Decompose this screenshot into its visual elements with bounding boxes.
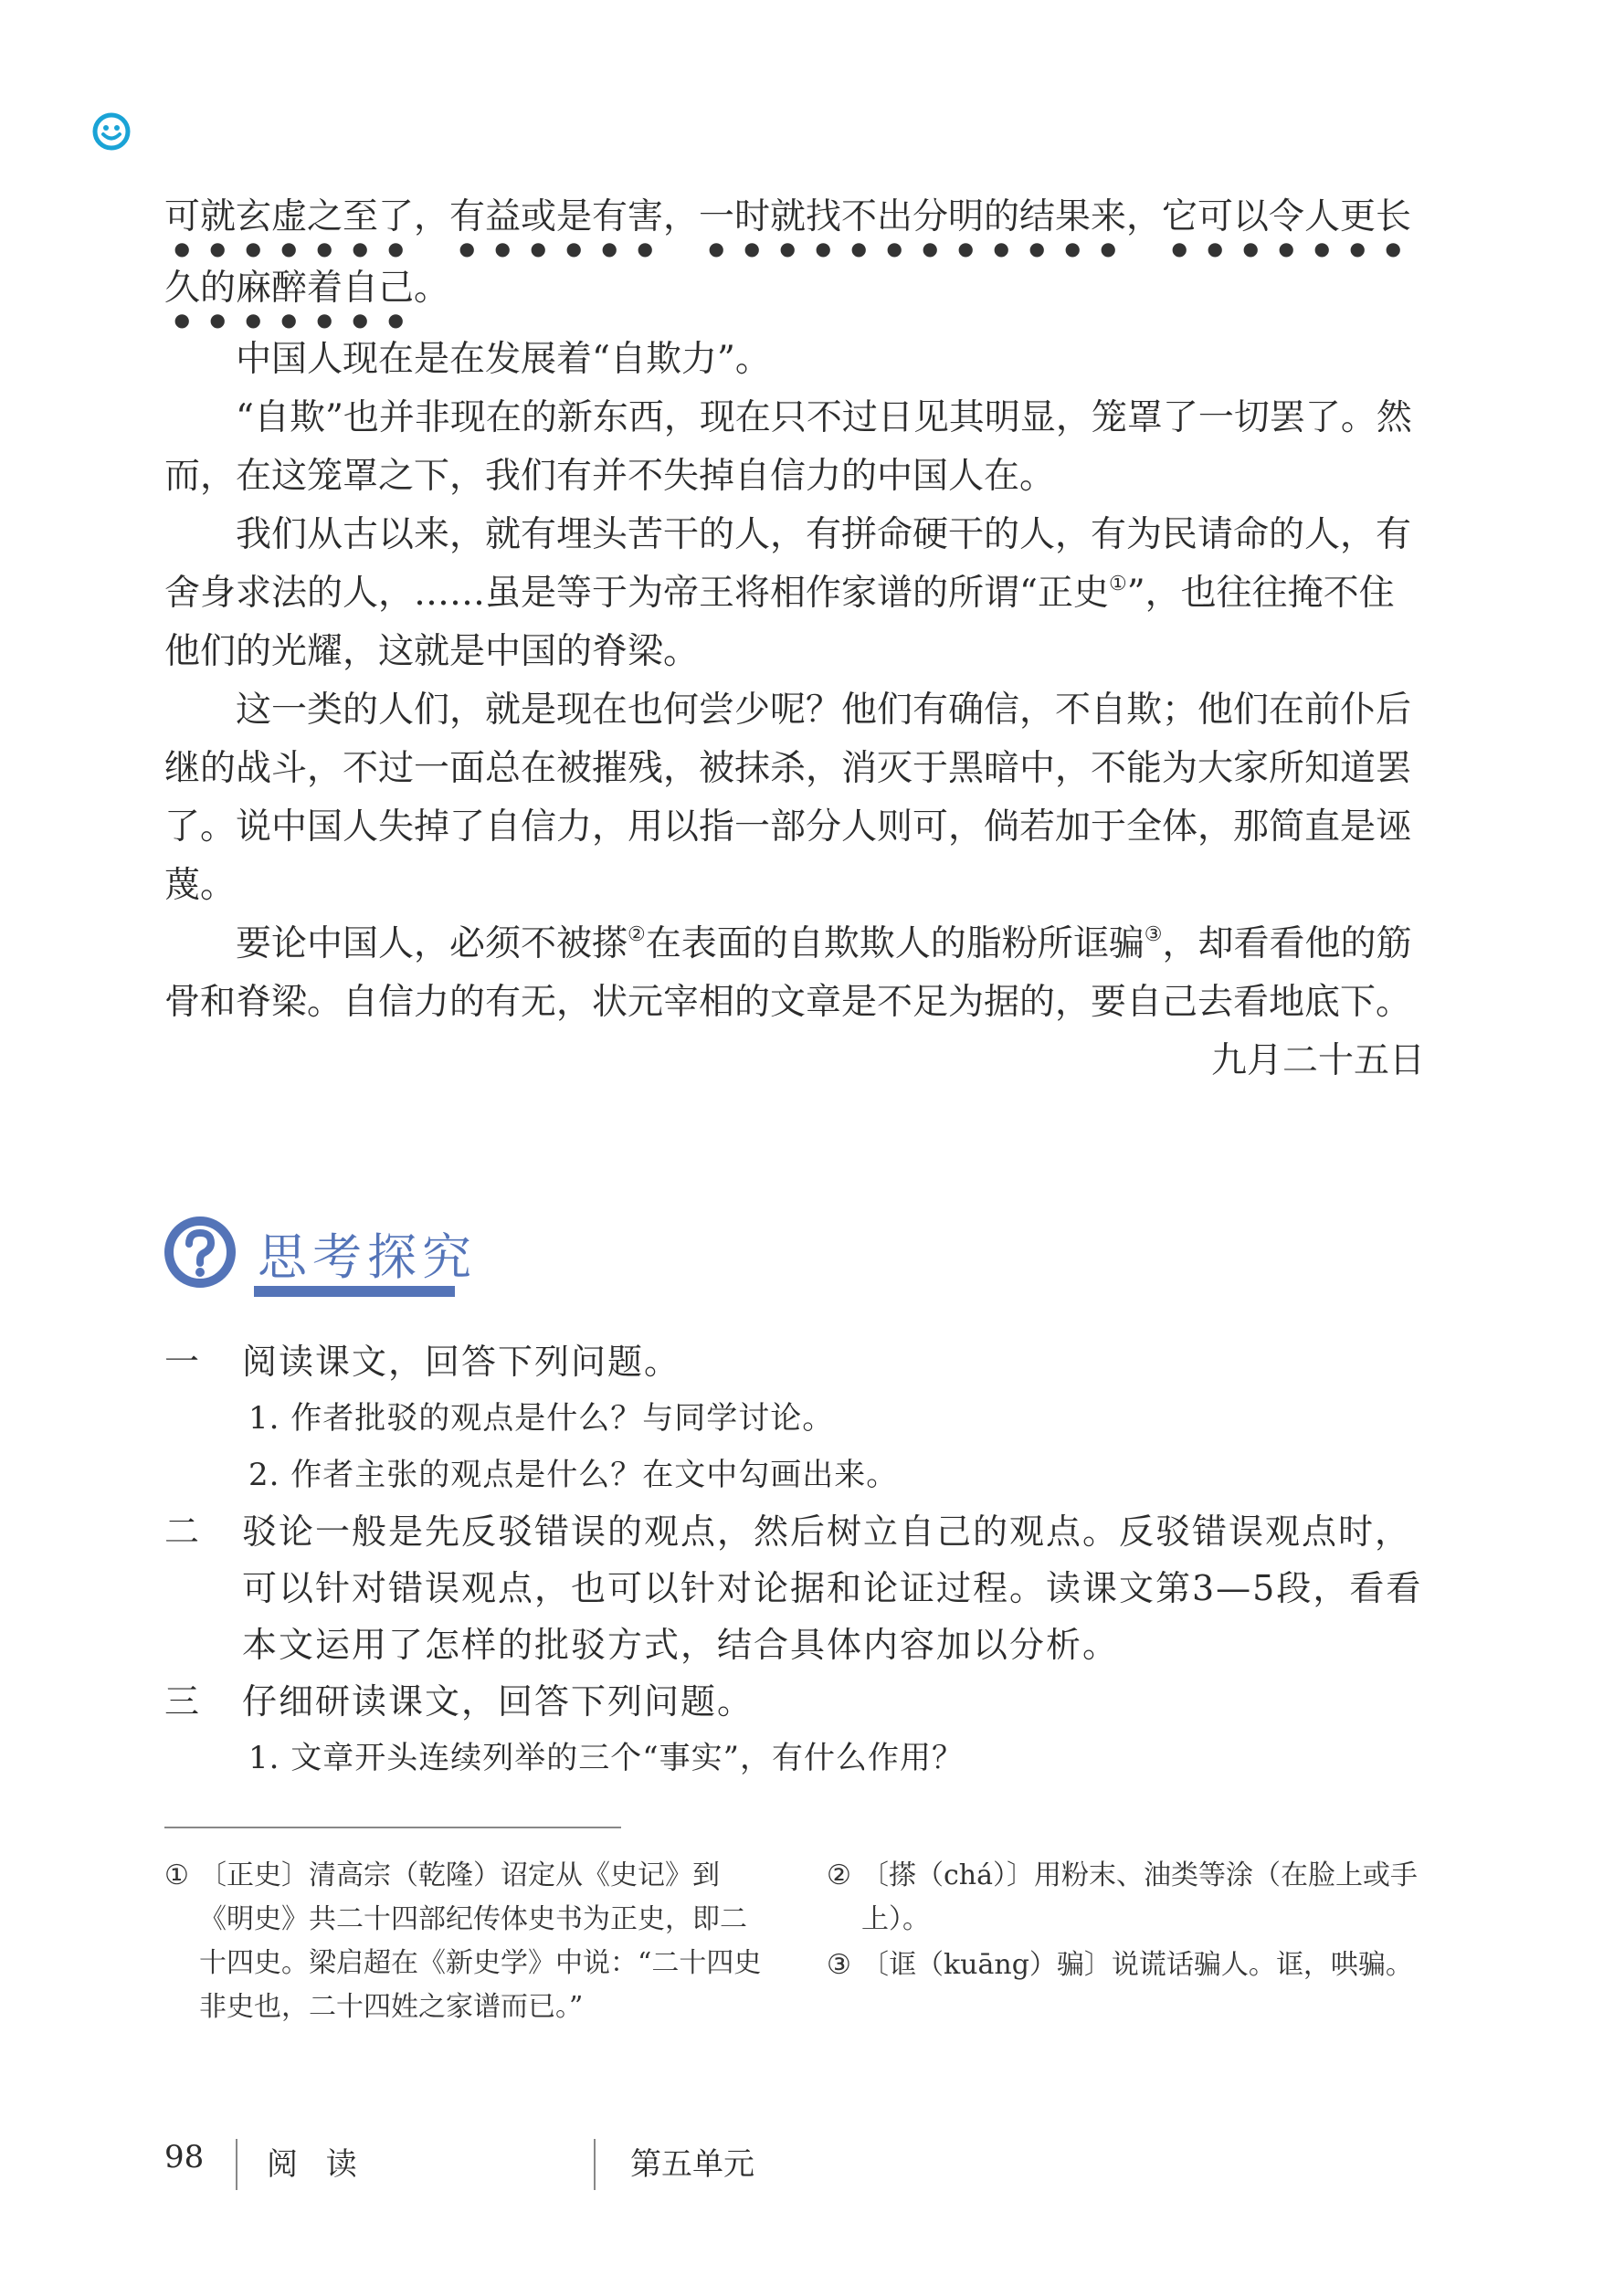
question-item xyxy=(164,1333,1425,1390)
footnote: ② 〔搽（chá）〕用粉末、油类等涂（在脸上或手上）。 xyxy=(827,1859,1419,1935)
footnote-divider xyxy=(164,1827,621,1828)
section-title: 思考探究 xyxy=(258,1228,477,1286)
paragraph: 中国人现在是在发展着“自欺力”。 xyxy=(236,339,771,380)
footnote: ③ 〔诓（kuāng）骗〕说谎话骗人。诓，哄骗。 xyxy=(827,1949,1413,1981)
footer-divider xyxy=(594,2139,596,2190)
sub-question: 2. 作者主张的观点是什么？在文中勾画出来。 xyxy=(248,1457,899,1493)
footnote: ① 〔正史〕清高宗（乾隆）诏定从《史记》到《明史》共二十四部纪传体史书为正史，即二十四史。梁启超在《新史学》中说：“二十四史非史也，二十四姓之家谱而已。” xyxy=(164,1859,762,2023)
question-text: 仔细研读课文，回答下列问题。 xyxy=(242,1681,754,1722)
question-number: 三 xyxy=(164,1681,200,1722)
question-list xyxy=(164,1333,1425,1786)
footnote-ref: ① xyxy=(1108,573,1127,595)
question-number: 二 xyxy=(164,1511,200,1552)
question-item xyxy=(164,1673,1425,1730)
page-footer xyxy=(164,2139,1078,2194)
paragraph: 我们从古以来，就有埋头苦干的人，有拼命硬干的人，有为民请命的人，有舍身求法的人，……虽是等于为帝王将相作家谱的所谓“正史①”，也往往掩不住他们的光耀，这就是中国的脊梁。 xyxy=(164,514,1412,672)
question-mark-icon xyxy=(163,1215,237,1290)
paragraph: “自欺”也并非现在的新东西，现在只不过日见其明显，笼罩了一切罢了。然而，在这笼罩之下，我们有并不失掉自信力的中国人在。 xyxy=(164,397,1412,497)
section-underline xyxy=(254,1286,455,1297)
footer-unit-label: 第五单元 xyxy=(630,2146,754,2183)
paragraph-continuation: 可就玄虚之至了，有益或是有害，一时就找不出分明的结果来，它可以令人更长久的麻醉着自己。 xyxy=(164,196,1412,309)
article-date: 九月二十五日 xyxy=(1210,1040,1425,1081)
footnote-ref: ③ xyxy=(1144,923,1163,946)
question-number: 一 xyxy=(164,1342,200,1382)
footnote-ref: ② xyxy=(628,923,646,946)
question-text: 阅读课文，回答下列问题。 xyxy=(242,1342,681,1382)
question-item xyxy=(164,1503,1425,1673)
smiley-icon xyxy=(91,111,132,152)
footnotes-right xyxy=(827,1854,1429,1989)
page-number: 98 xyxy=(164,2139,205,2175)
footer-section-label: 阅 读 xyxy=(267,2146,366,2183)
paragraph: 这一类的人们，就是现在也何尝少呢？他们有确信，不自欺；他们在前仆后继的战斗，不过一面总在被摧残，被抹杀，消灭于黑暗中，不能为大家所知道罢了。说中国人失掉了自信力，用以指一部分人则可，倘若加于全体，那简直是诬蔑。 xyxy=(164,690,1412,906)
footer-divider xyxy=(236,2139,237,2190)
paragraph: 要论中国人，必须不被搽②在表面的自欺欺人的脂粉所诓骗③，却看看他的筋骨和脊梁。自信力的有无，状元宰相的文章是不足为据的，要自己去看地底下。 xyxy=(164,923,1412,1023)
question-text: 驳论一般是先反驳错误的观点，然后树立自己的观点。反驳错误观点时，可以针对错误观点，也可以针对论据和论证过程。读课文第3—5段，看看本文运用了怎样的批驳方式，结合具体内容加以分析。 xyxy=(242,1511,1423,1665)
article-body xyxy=(164,188,1425,1090)
footnotes-left xyxy=(164,1854,767,2031)
section-header xyxy=(163,1215,477,1315)
sub-question: 1. 文章开头连续列举的三个“事实”，有什么作用？ xyxy=(248,1740,965,1776)
sub-question: 1. 作者批驳的观点是什么？与同学讨论。 xyxy=(248,1400,835,1437)
